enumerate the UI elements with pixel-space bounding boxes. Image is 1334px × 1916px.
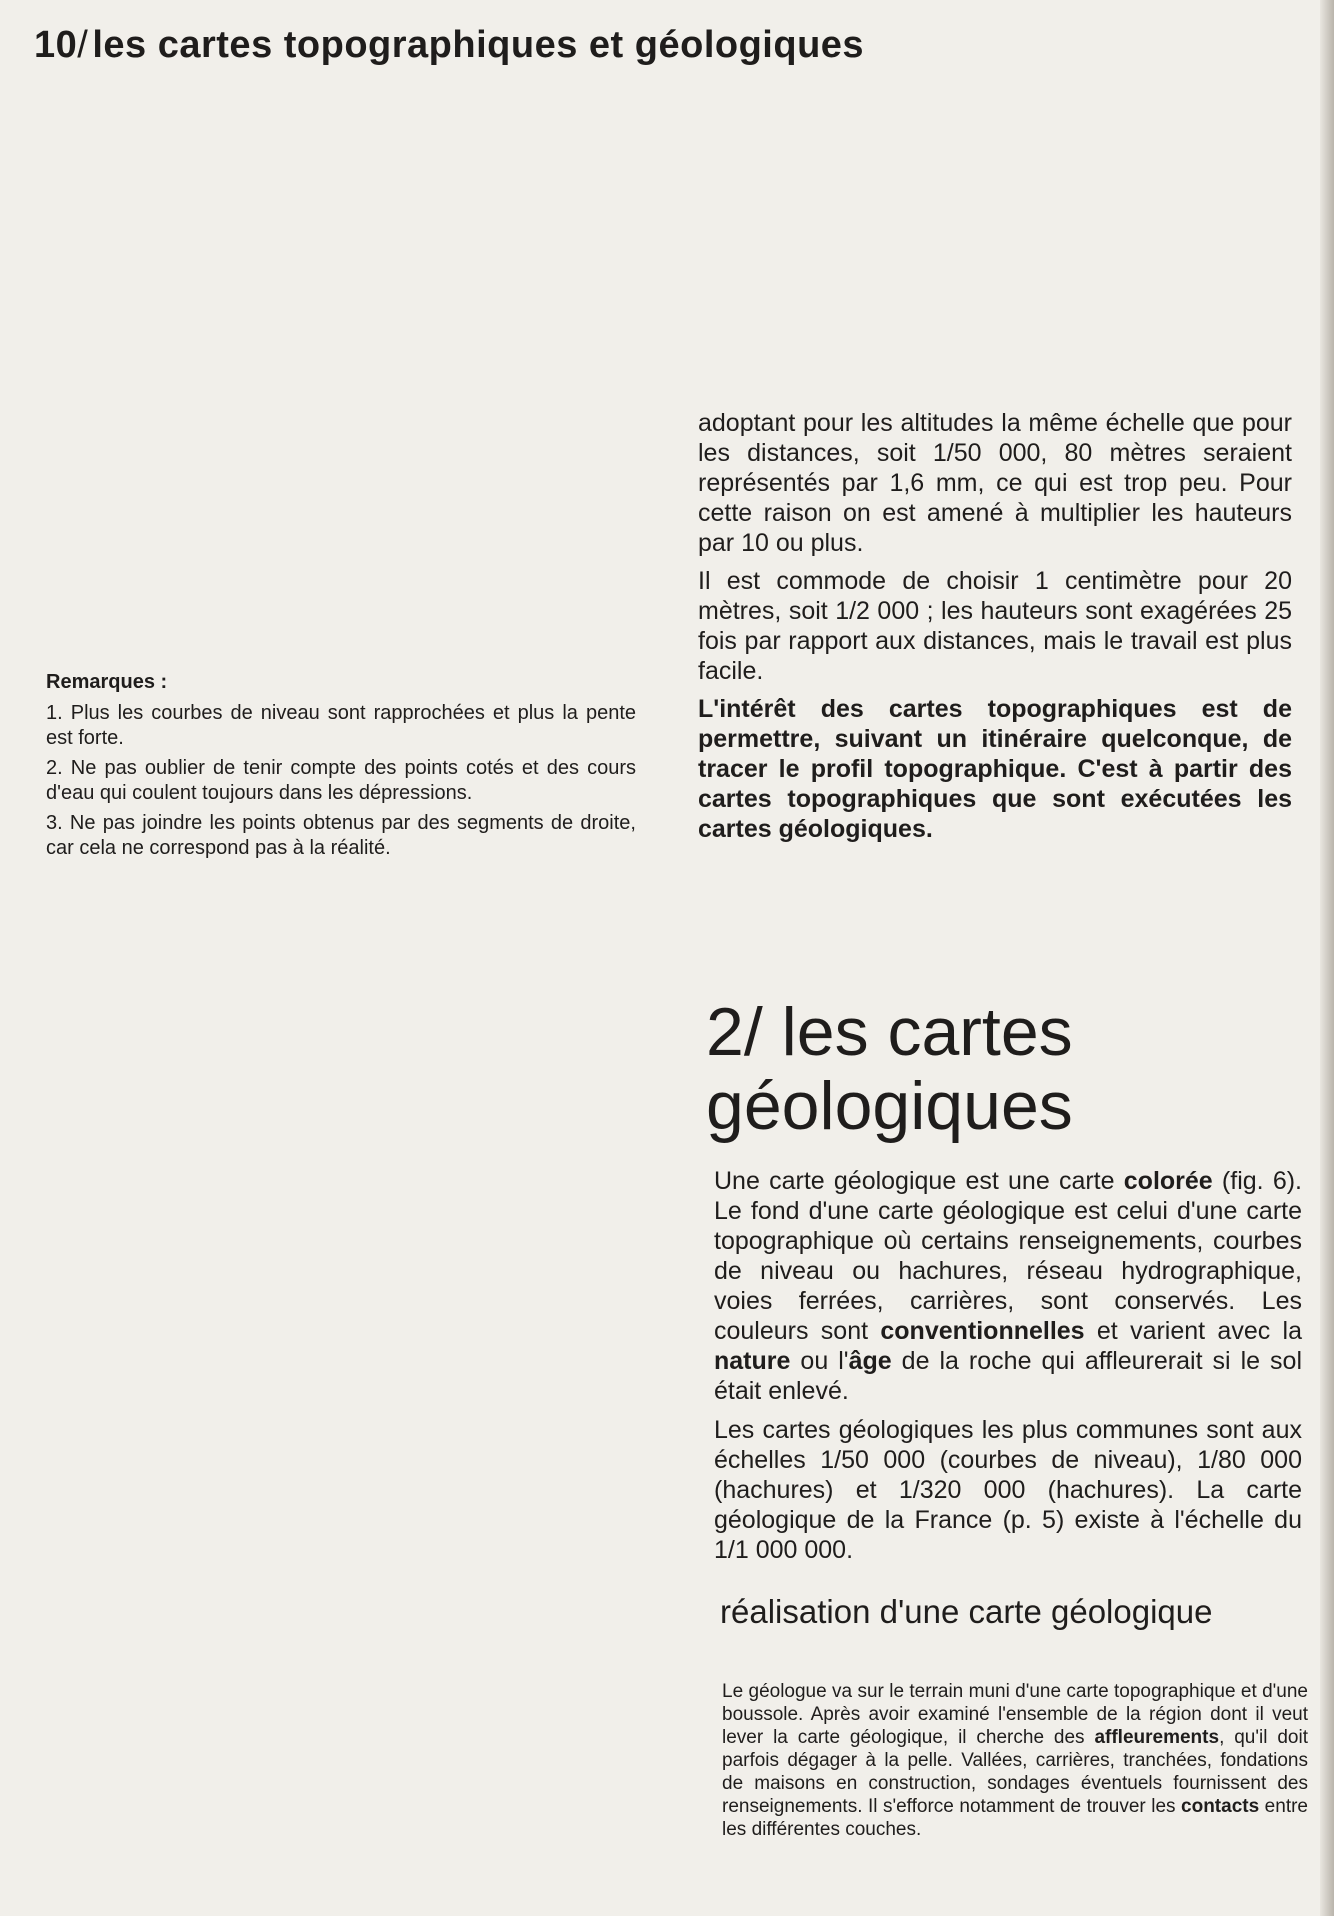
section-slash: / <box>743 994 763 1070</box>
paragraph-topo-interest: L'intérêt des cartes topographiques est de permettre, suivant un itinéraire quelconque, de tracer le profil topographique. C'est à partir des cartes topographiques que sont exécutées les cartes géologiques. <box>698 695 1292 843</box>
section-title <box>706 995 1073 1143</box>
text-run: , qu'il doit parfois dégager à la pelle. Vallées, carrières, tranchées, fondations de maisons en construction, sondages éventuels fournissent des renseignements. Il s'efforce notamment de trouver les <box>722 1727 1308 1817</box>
page-edge-shadow <box>1320 0 1334 1916</box>
emphasis-conventional: conventionnelles <box>880 1317 1085 1345</box>
text-run: de la roche qui affleurerait si le sol était enlevé. <box>714 1347 1302 1405</box>
paragraph-centimetre-scale: Il est commode de choisir 1 centimètre pour 20 mètres, soit 1/2 000 ; les hauteurs sont exagérées 25 fois par rapport aux distances, mais le travail est plus facile. <box>698 567 1292 685</box>
text-run: (fig. 6). Le fond d'une carte géologique est celui d'une carte topographique où certains renseignements, courbes de niveau ou hachures, réseau hydrographique, voies ferrées, carrières, sont conservés. Les couleurs sont <box>714 1167 1302 1345</box>
paragraph-geologic-map <box>714 1166 1302 1406</box>
paragraph-map-scales: Les cartes géologiques les plus communes sont aux échelles 1/50 000 (courbes de niveau), 1/80 000 (hachures) et 1/320 000 (hachures). La carte géologique de la France (p. 5) existe à l'échelle du 1/1 000 000. <box>714 1416 1302 1564</box>
emphasis-age: âge <box>848 1347 892 1375</box>
remark-item: 2. Ne pas oublier de tenir compte des points cotés et des cours d'eau qui coulent toujours dans les dépressions. <box>46 757 636 804</box>
remark-item: 1. Plus les courbes de niveau sont rapprochées et plus la pente est forte. <box>46 702 636 749</box>
section-title-line2: géologiques <box>706 1068 1073 1144</box>
chapter-number: 10 <box>34 24 78 66</box>
title-slash: / <box>77 24 89 66</box>
paragraph-altitude-scale: adoptant pour les altitudes la même échelle que pour les distances, soit 1/50 000, 80 mètres seraient représentés par 1,6 mm, ce qui est trop peu. Pour cette raison on est amené à multiplier les hauteurs par 10 ou plus. <box>698 409 1292 557</box>
text-run: entre les différentes couches. <box>722 1796 1308 1840</box>
text-run: Une carte géologique est une carte <box>714 1167 1124 1195</box>
text-run: ou l' <box>790 1347 849 1375</box>
emphasis-colored: colorée <box>1123 1167 1213 1195</box>
topography-text-column <box>698 408 1292 852</box>
section-number: 2 <box>706 994 744 1070</box>
page-title <box>34 24 864 67</box>
remarks-heading: Remarques : <box>46 671 168 693</box>
realisation-text <box>722 1680 1308 1841</box>
emphasis-contacts: contacts <box>1181 1796 1260 1817</box>
text-run: et varient avec la <box>1084 1317 1302 1345</box>
text-run: Le géologue va sur le terrain muni d'une carte topographique et d'une boussole. Après avoir examiné l'ensemble de la région dont il veut lever la carte géologique, il cherche des <box>722 1681 1308 1748</box>
subsection-title: réalisation d'une carte géologique <box>720 1593 1213 1630</box>
section-title-line1: les cartes <box>781 994 1073 1070</box>
emphasis-nature: nature <box>714 1347 791 1375</box>
geology-text-column <box>714 1166 1302 1574</box>
chapter-title: les cartes topographiques et géologiques <box>92 24 865 66</box>
remark-item: 3. Ne pas joindre les points obtenus par des segments de droite, car cela ne correspond pas à la réalité. <box>46 812 636 859</box>
emphasis-outcrops: affleurements <box>1094 1727 1220 1748</box>
remarks-block <box>46 670 636 866</box>
